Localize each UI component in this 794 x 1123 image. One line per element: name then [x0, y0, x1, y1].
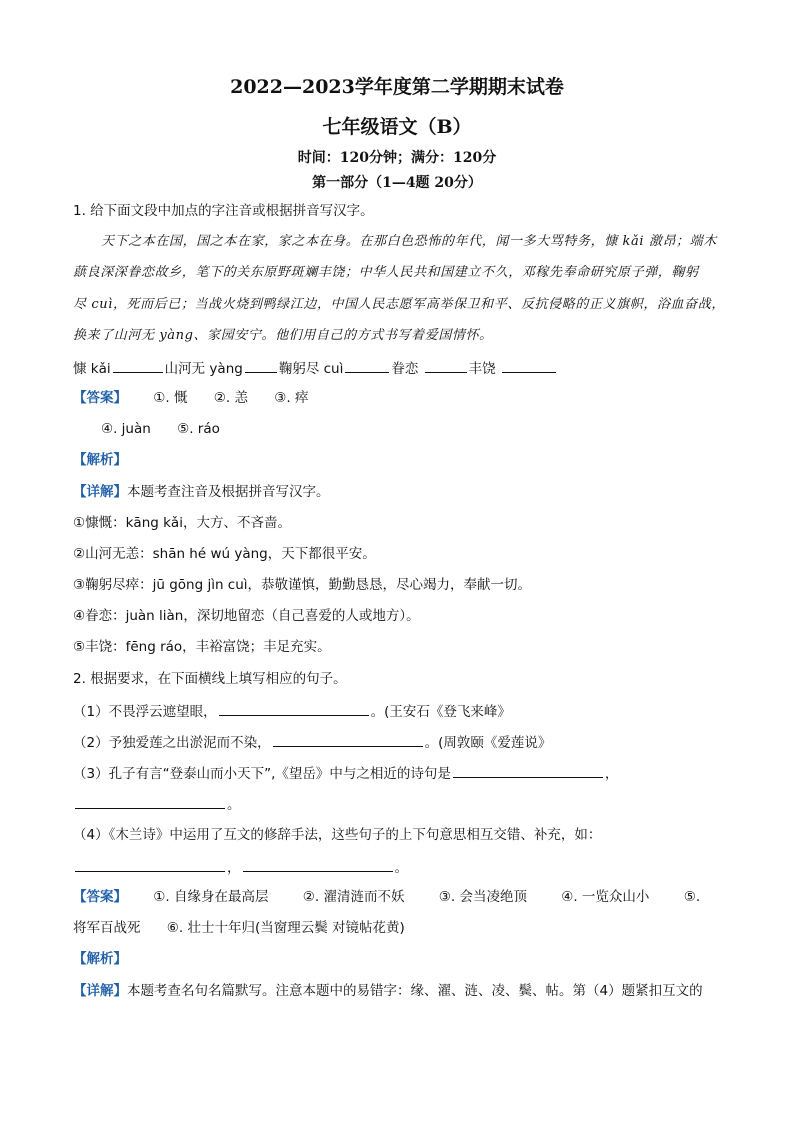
q2-item-3-cont	[73, 794, 733, 814]
q2-item-4-cont	[73, 857, 733, 877]
q2-item-3-comma: ，	[604, 766, 619, 782]
q2-item-2-source: 。(周敦颐《爱莲说》	[424, 735, 552, 751]
q2-answer-6: ⑥. 壮士十年归(当窗理云鬓 对镜帖花黄)	[166, 920, 405, 936]
q2-detail-text: 本题考查名句名篇默写。注意本题中的易错字：缘、濯、涟、凌、鬓、帖。第（4）题紧扣互文的	[127, 983, 703, 999]
analysis-tag: 【解析】	[73, 951, 127, 967]
detail-tag: 【详解】	[73, 983, 127, 999]
q1-detail-2: ②山河无恙：shān hé wú yàng，天下都很平安。	[73, 546, 376, 562]
q2-item-1-text: （1）不畏浮云遮望眼，	[73, 704, 217, 720]
q1-detail-3: ③鞠躬尽瘁：jū gōng jìn cuì，恭敬谨慎，勤勤恳恳，尽心竭力，奉献一切。	[73, 577, 532, 593]
detail-tag: 【详解】	[73, 484, 127, 500]
q2-item-4-period: 。	[394, 860, 408, 876]
q2-blank-3[interactable]	[453, 763, 603, 778]
q1-detail-1: ①慷慨：kāng kǎi，大方、不吝啬。	[73, 515, 291, 531]
q2-item-4: （4）《木兰诗》中运用了互文的修辞手法，这些句子的上下句意思相互交错、补充，如：	[73, 827, 602, 843]
q2-item-3	[73, 763, 733, 783]
q2-item-1	[73, 701, 733, 721]
part-heading: 第一部分（1—4题 20分）	[312, 175, 482, 191]
q2-blank-4[interactable]	[75, 794, 225, 809]
q2-blank-2[interactable]	[273, 732, 423, 747]
q1-passage-line-3: 尽 cuì，死而后已；当战火烧到鸭绿江边，中国人民志愿军高举保卫和平、反抗侵略的正义旗帜，浴血奋战，	[73, 297, 725, 312]
q1-stem: 1. 给下面文段中加点的字注音或根据拼音写汉字。	[73, 203, 374, 219]
q2-answer-row-2	[73, 919, 733, 937]
blank-label-yang: 山河无 yàng	[164, 361, 243, 377]
q1-detail-4: ④眷恋：juàn liàn，深切地留恋（自己喜爱的人或地方）。	[73, 608, 420, 624]
q1-blanks-row	[73, 358, 733, 378]
q2-stem: 2. 根据要求，在下面横线上填写相应的句子。	[73, 671, 347, 687]
q2-item-2	[73, 732, 733, 752]
q2-detail-intro	[73, 982, 733, 1000]
q2-blank-1[interactable]	[219, 701, 369, 716]
q1-detail-text: 本题考查注音及根据拼音写汉字。	[127, 484, 330, 500]
q1-answer-4: ④. juàn	[101, 421, 151, 437]
q2-blank-5[interactable]	[75, 857, 225, 872]
q1-passage-line-1: 天下之本在国，国之本在家，家之本在身。在那白色恐怖的年代，闻一多大骂特务，慷 kǎi 激昂；端木	[101, 234, 717, 249]
q1-answer-1: ①. 慨	[153, 390, 188, 406]
q2-answer-1: ①. 自缘身在最高层	[153, 889, 269, 905]
q1-answer-3: ③. 瘁	[274, 390, 309, 406]
time-score-line: 时间：120分钟；满分：120分	[297, 150, 497, 166]
q1-detail-intro	[73, 483, 733, 501]
q2-answer-2: ②. 濯清涟而不妖	[302, 889, 405, 905]
q2-item-2-text: （2）予独爱莲之出淤泥而不染，	[73, 735, 271, 751]
q2-answer-row-1	[73, 888, 733, 906]
q1-passage-line-2: 蕻良深深眷恋故乡，笔下的关东原野斑斓丰饶；中华人民共和国建立不久，邓稼先奉命研究原子弹，鞠躬	[73, 265, 699, 280]
q2-item-3-period: 。	[227, 797, 241, 813]
q1-answer-row-1	[73, 389, 733, 407]
q2-blank-6[interactable]	[243, 857, 393, 872]
q1-passage-line-4: 换来了山河无 yàng、家园安宁。他们用自己的方式书写着爱国情怀。	[73, 328, 493, 343]
analysis-tag: 【解析】	[73, 452, 127, 468]
answer-blank-4[interactable]	[425, 358, 467, 373]
q2-item-4-comma: ，	[227, 860, 241, 876]
q2-answer-5-text: 将军百战死	[73, 920, 141, 936]
q2-answer-3: ③. 会当凌绝顶	[438, 889, 527, 905]
answer-blank-5[interactable]	[502, 358, 556, 373]
blank-label-kai: 慷 kǎi	[73, 361, 111, 377]
blank-label-cui: 鞠躬尽 cuì	[278, 361, 344, 377]
exam-title: 2022—2023学年度第二学期期末试卷	[230, 76, 564, 98]
q2-item-1-source: 。(王安石《登飞来峰》	[370, 704, 511, 720]
q1-answer-5: ⑤. ráo	[177, 421, 220, 437]
q1-answer-row-2	[101, 420, 761, 438]
q2-answer-4: ④. 一览众山小	[561, 889, 650, 905]
q1-answer-2: ②. 恙	[213, 390, 248, 406]
q2-item-3-text: （3）孔子有言“登泰山而小天下”,《望岳》中与之相近的诗句是	[73, 766, 451, 782]
answer-tag: 【答案】	[73, 889, 127, 905]
q2-answer-5: ⑤.	[683, 889, 701, 905]
answer-blank-1[interactable]	[113, 358, 163, 373]
answer-blank-2[interactable]	[245, 358, 277, 373]
answer-tag: 【答案】	[73, 390, 127, 406]
q1-detail-5: ⑤丰饶：fēng ráo，丰裕富饶；丰足充实。	[73, 639, 331, 655]
blank-label-rao: 丰饶	[468, 361, 496, 377]
blank-label-juan: 眷恋	[391, 361, 419, 377]
exam-subtitle: 七年级语文（B）	[322, 116, 472, 138]
answer-blank-3[interactable]	[345, 358, 389, 373]
